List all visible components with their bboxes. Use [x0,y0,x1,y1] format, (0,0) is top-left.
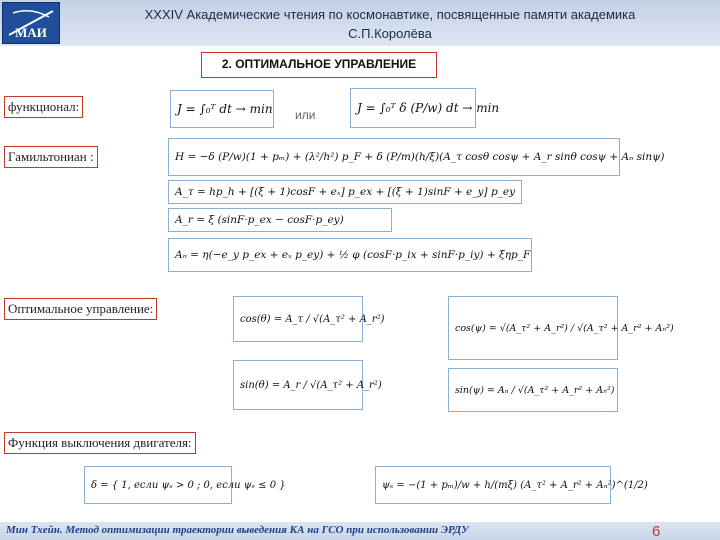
equation-A-n: Aₙ = η(−e_y p_ex + eₓ p_ey) + ½ φ (cosF·p_ix + sinF·p_iy) + ξηp_F [168,238,532,272]
hamiltonian-label: Гамильтониан : [4,146,98,168]
equation-J2: J = ∫₀ᵀ δ (P/w) dt → min [350,88,476,128]
switching-function-label: Функция выключения двигателя: [4,432,196,454]
functional-label: функционал: [4,96,83,118]
page-number: 6 [652,523,661,540]
equation-sin-theta: sin(θ) = A_r / √(A_τ² + A_r²) [233,360,363,410]
slide-footer [0,522,720,540]
section-title: 2. ОПТИМАЛЬНОЕ УПРАВЛЕНИЕ [201,52,437,78]
slide-header [0,0,720,46]
equation-cos-theta: cos(θ) = A_τ / √(A_τ² + A_r²) [233,296,363,342]
page-title [70,5,710,43]
equation-A-r: A_r = ξ (sinF·p_ex − cosF·p_ey) [168,208,392,232]
optimal-control-label: Оптимальное управление: [4,298,157,320]
equation-A-tau: A_τ = hp_h + [(ξ + 1)cosF + eₓ] p_ex + [(ξ + 1)sinF + e_y] p_ey [168,180,522,204]
equation-cos-psi: cos(ψ) = √(A_τ² + A_r²) / √(A_τ² + A_r² + Aₙ²) [448,296,618,360]
logo-text: МАИ [15,25,47,40]
equation-psi-s: ψₛ = −(1 + pₘ)/w + h/(mξ) (A_τ² + A_r² + Aₙ²)^(1/2) [375,466,611,504]
footer-author: Мин Тхейн. Метод оптимизации траектории выведения КА на ГСО при использовании ЭРДУ [6,524,469,536]
equation-sin-psi: sin(ψ) = Aₙ / √(A_τ² + A_r² + Aₙ²) [448,368,618,412]
or-text: или [295,108,316,122]
logo-emblem-icon [3,3,59,43]
title-line-2: С.П.Королёва [348,26,432,41]
equation-H: H = −δ (P/w)(1 + pₘ) + (λ²/h²) p_F + δ (P/m)(h/ξ)(A_τ cosθ cosψ + A_r sinθ cosψ + Aₙ sinψ) [168,138,620,176]
title-line-1: XXXIV Академические чтения по космонавтике, посвященные памяти академика [144,7,636,22]
equation-J1: J = ∫₀ᵀ dt → min [170,90,274,128]
mai-logo [2,2,60,44]
equation-delta: δ = { 1, если ψₛ > 0 ; 0, если ψₛ ≤ 0 } [84,466,232,504]
